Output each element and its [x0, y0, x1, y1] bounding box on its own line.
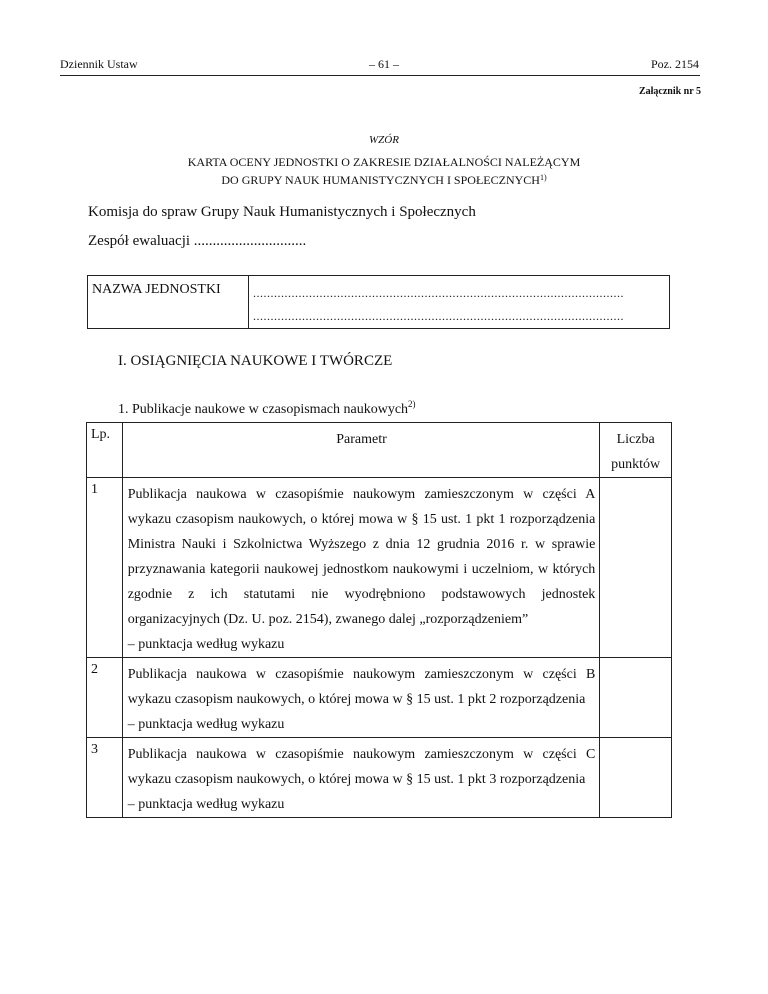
header-liczba-punktow: Liczba punktów	[600, 423, 672, 478]
title-footnote: 1)	[539, 173, 547, 182]
journal-name: Dziennik Ustaw	[60, 57, 138, 71]
row-3-parametr	[122, 738, 600, 818]
row-3-points-field[interactable]	[600, 738, 672, 818]
table-row	[87, 738, 672, 818]
row-3-text: Publikacja naukowa w czasopiśmie naukowym zamieszczonym w części C wykazu czasopism naukowych, o której mowa w § 15 ust. 1 pkt 3 rozporządzenia	[127, 747, 596, 787]
template-label: WZÓR	[369, 134, 399, 146]
unit-name-box	[87, 275, 670, 329]
unit-name-field[interactable]	[249, 276, 670, 329]
title-line-2-text: DO GRUPY NAUK HUMANISTYCZNYCH I SPOŁECZNYCH	[221, 173, 540, 187]
unit-name-label: NAZWA JEDNOSTKI	[88, 276, 249, 329]
table-row	[87, 658, 672, 738]
annex-label: Załącznik nr 5	[638, 86, 701, 97]
header-lp: Lp.	[87, 423, 123, 478]
row-2-parametr	[122, 658, 600, 738]
unit-name-line-2: ..........................................................................................................	[253, 309, 624, 323]
title-line-2	[0, 170, 768, 188]
row-2-points-field[interactable]	[600, 658, 672, 738]
row-1-points-field[interactable]	[600, 478, 672, 658]
row-2-text: Publikacja naukowa w czasopiśmie naukowym zamieszczonym w części B wykazu czasopism naukowych, o której mowa w § 15 ust. 1 pkt 2 rozporządzenia	[127, 667, 596, 707]
header-rule	[60, 75, 700, 76]
section-heading: I. OSIĄGNIĘCIA NAUKOWE I TWÓRCZE	[118, 353, 393, 369]
row-3-sub: – punktacja według wykazu	[127, 797, 285, 812]
subsection-footnote: 2)	[408, 399, 416, 409]
position-number: Poz. 2154	[651, 57, 699, 71]
row-1-text: Publikacja naukowa w czasopiśmie naukowym zamieszczonym w części A wykazu czasopism naukowych, o której mowa w § 15 ust. 1 pkt 1 rozporządzenia Ministra Nauki i Szkolnictwa Wyższego z dnia 12 grudnia 2016 r. w sprawie przyznawania kategorii naukowej jednostkom naukowymi i uczelniom, w których zgodnie z ich statutami nie wyodrębniono podstawowych jednostek organizacyjnych (Dz. U. poz. 2154), zwanego dalej „rozporządzeniem”	[127, 487, 596, 627]
page-number: – 61 –	[369, 57, 399, 71]
unit-name-line-1: ..........................................................................................................	[253, 286, 624, 300]
table-header-row	[87, 423, 672, 478]
subsection-text: 1. Publikacje naukowe w czasopismach naukowych	[118, 402, 409, 417]
row-1-parametr	[122, 478, 600, 658]
header-parametr: Parametr	[122, 423, 600, 478]
document-title	[0, 155, 768, 188]
row-2-lp: 2	[87, 658, 123, 738]
table-row	[87, 478, 672, 658]
commission-name: Komisja do spraw Grupy Nauk Humanistycznych i Społecznych	[88, 204, 476, 220]
title-line-1: KARTA OCENY JEDNOSTKI O ZAKRESIE DZIAŁALNOŚCI NALEŻĄCYM	[187, 155, 581, 169]
row-1-lp: 1	[87, 478, 123, 658]
row-3-lp: 3	[87, 738, 123, 818]
evaluation-team: Zespół ewaluacji ..............................	[88, 233, 307, 249]
row-2-sub: – punktacja według wykazu	[127, 717, 285, 732]
subsection-heading	[118, 399, 416, 418]
publications-table	[86, 422, 672, 818]
row-1-sub: – punktacja według wykazu	[127, 637, 285, 652]
